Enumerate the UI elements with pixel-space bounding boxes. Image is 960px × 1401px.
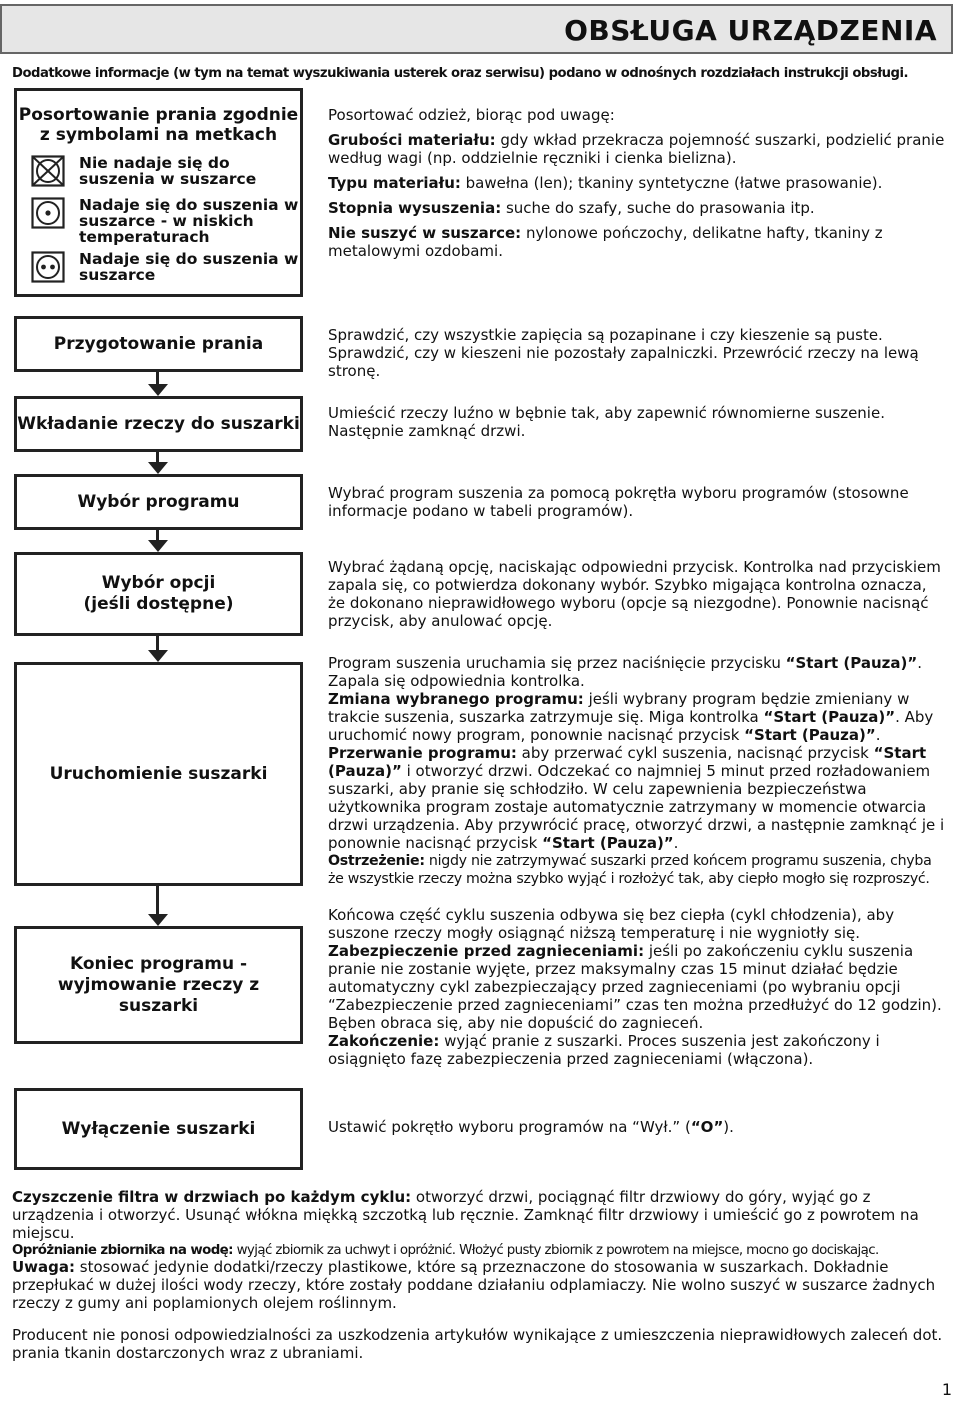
step-text-options: Wybrać żądaną opcję, naciskając odpowiedni przycisk. Kontrolka nad przyciskiem zapala się, co potwierdza dokonany wybór. Szybko migająca kontrolna oznacza, że dokonano nieprawidłowego wyboru (opcje są niezgodne). Ponownie nacisnąć przycisk, aby anulować opcję. <box>328 558 941 630</box>
symbol-label: Nie nadaje się do suszenia w suszarce <box>79 154 257 188</box>
sorting-text <box>328 106 946 267</box>
step-text-start <box>328 654 946 888</box>
step-label: Wkładanie rzeczy do suszarki <box>17 413 300 434</box>
step-box-off <box>14 1088 303 1170</box>
step-text-off: Ustawić pokrętło wyboru programów na “Wył.” (“O”). <box>328 1118 734 1136</box>
page-title: OBSŁUGA URZĄDZENIA <box>564 14 937 47</box>
step-label-line2: (jeśli dostępne) <box>83 594 234 614</box>
tumble-dry-normal-icon <box>31 251 65 283</box>
flow-arrow-head <box>148 540 168 552</box>
step-label: Wybór programu <box>77 491 240 512</box>
symbol-label: Nadaje się do suszenia w suszarce - w niskich temperaturach <box>79 196 299 246</box>
step-box-start <box>14 662 303 886</box>
water-tank-note: Opróżnianie zbiornika na wodę: wyjąć zbiornik za uchwyt i opróżnić. Włożyć pusty zbiornik z powrotem na miejsce, mocno go dociskając. <box>12 1243 879 1258</box>
step-text-loading: Umieścić rzeczy luźno w bębnie tak, aby zapewnić równomierne suszenie. Następnie zamknąć drzwi. <box>328 404 885 440</box>
flow-arrow-head <box>148 914 168 926</box>
flow-arrow-line <box>156 886 159 916</box>
symbol-row-no-dry <box>31 155 299 187</box>
step-text-end <box>328 906 946 1068</box>
page-header <box>0 4 953 54</box>
anti-crease-paragraph: Zabezpieczenie przed zagnieceniami: jeśli po zakończeniu cyklu suszenia pranie nie zostanie wyjęte, przez maksymalny czas 15 minut działać będzie automatyczny cykl zabezpieczający przed zagnieceniami (po wybraniu opcji “Zabezpieczenie przed zagnieceniami” czas ten można przedłużyć do 12 godzin). Bęben obraca się, aby nie dopuścić do zagnieceń. <box>328 942 942 1032</box>
filter-cleaning-note: Czyszczenie filtra w drzwiach po każdym cyklu: otworzyć drzwi, pociągnąć filtr drzwiowy do góry, wyjąć go z urządzenia i otworzyć. Usunąć włókna miękką szczotką lub ręcznie. Zamknąć filtr drzwiowy i umieścić go z powrotem na miejscu. Opróżnianie zbiornika na wodę: wyjąć zbiornik za uchwyt i opróżnić. Włożyć pusty zbiornik z powrotem na miejsce, mocno go dociskając. <box>12 1188 948 1260</box>
change-program-paragraph: Zmiana wybranego programu: jeśli wybrany program będzie zmieniany w trakcie suszenia, suszarka zatrzymuje się. Miga kontrolka “Start (Pauza)”. Aby uruchomić nowy program, ponownie nacisnąć przycisk “Start (Pauza)”. <box>328 690 934 744</box>
step-label-line1: Wybór opcji <box>101 573 216 593</box>
step-box-preparation <box>14 316 303 372</box>
usage-warning-note: Uwaga: stosować jedynie dodatki/rzeczy plastikowe, które są przeznaczone do stosowania w suszarkach. Dokładnie przepłukać w dużej ilości wody rzeczy, które zostały poddane działaniu odplamiaczy. Nie wolno suszyć w suszarce żadnych rzeczy z gumy ani poplamionych olejem roślinnym. <box>12 1258 936 1312</box>
flow-arrow-head <box>148 384 168 396</box>
do-not-tumble-dry-icon <box>31 155 65 187</box>
pause-paragraph: Przerwanie programu: aby przerwać cykl suszenia, nacisnąć przycisk “Start (Pauza)” i otworzyć drzwi. Odczekać co najmniej 5 minut przed rozładowaniem suszarki, aby pranie się schłodziło. W celu zapewnienia bezpieczeństwa użytkownika program zostaje automatycznie zatrzymany w momencie otwarcia drzwi urządzenia. Aby przywrócić pracę, otworzyć drzwi, a następnie zamknąć je i ponownie nacisnąć przycisk “Start (Pauza)”. <box>328 744 945 852</box>
sorting-title: Posortowanie prania zgodnie z symbolami na metkach <box>18 105 299 145</box>
disclaimer-note: Producent nie ponosi odpowiedzialności za uszkodzenia artykułów wynikające z umieszczenia nieprawidłowych zaleceń dot. prania tkanin dostarczonych wraz z ubraniami. <box>12 1326 943 1362</box>
warning-paragraph: Ostrzeżenie: nigdy nie zatrzymywać suszarki przed końcem programu suszenia, chyba że wszystkie rzeczy można szybko wyjąć i rozłożyć tak, aby ciepło mogło się rozproszyć. <box>328 853 932 887</box>
page-number: 1 <box>941 1380 952 1399</box>
sorting-item: Stopnia wysuszenia: suche do szafy, suche do prasowania itp. <box>328 199 815 217</box>
sorting-item: Grubości materiału: gdy wkład przekracza pojemność suszarki, podzielić pranie według wagi (np. oddzielnie ręczniki i cienka bielizna). <box>328 131 945 167</box>
sorting-item: Typu materiału: bawełna (len); tkaniny syntetyczne (łatwe prasowanie). <box>328 174 883 192</box>
step-label-line1: Koniec programu - <box>69 953 248 974</box>
step-label: Wyłączenie suszarki <box>61 1118 256 1139</box>
finish-paragraph: Zakończenie: wyjąć pranie z suszarki. Proces suszenia jest zakończony i osiągnięto fazę zabezpieczenia przed zagnieceniami (włączona). <box>328 1032 880 1068</box>
flow-arrow-head <box>148 650 168 662</box>
step-text-program: Wybrać program suszenia za pomocą pokrętła wyboru programów (stosowne informacje podano w tabeli programów). <box>328 484 909 520</box>
cooling-paragraph: Końcowa część cyklu suszenia odbywa się bez ciepła (cykl chłodzenia), aby suszone rzeczy mogły osiągnąć niższą temperaturę i nie wygniotły się. <box>328 906 895 942</box>
start-paragraph: Program suszenia uruchamia się przez naciśnięcie przycisku “Start (Pauza)”. Zapala się odpowiednia kontrolka. <box>328 654 922 690</box>
step-box-options <box>14 552 303 636</box>
flow-arrow-head <box>148 462 168 474</box>
symbol-row-normal <box>31 251 299 283</box>
symbol-label: Nadaje się do suszenia w suszarce <box>79 250 299 284</box>
step-text-preparation: Sprawdzić, czy wszystkie zapięcia są pozapinane i czy kieszenie są puste. Sprawdzić, czy w kieszeni nie pozostały zapalniczki. Przewrócić rzeczy na lewą stronę. <box>328 326 919 380</box>
sorting-intro: Posortować odzież, biorąc pod uwagę: <box>328 106 615 124</box>
step-label-line2: wyjmowanie rzeczy z suszarki <box>57 974 260 1016</box>
symbol-row-low-temp <box>31 197 299 245</box>
step-box-end <box>14 926 303 1044</box>
sorting-box <box>14 88 303 297</box>
step-box-loading <box>14 396 303 452</box>
step-box-program <box>14 474 303 530</box>
step-label: Przygotowanie prania <box>53 333 264 354</box>
page-subtitle: Dodatkowe informacje (w tym na temat wyszukiwania usterek oraz serwisu) podano w odnośnych rozdziałach instrukcji obsługi. <box>12 66 908 81</box>
sorting-item: Nie suszyć w suszarce: nylonowe pończochy, delikatne hafty, tkaniny z metalowymi ozdobami. <box>328 224 883 260</box>
tumble-dry-low-icon <box>31 197 65 229</box>
step-label: Uruchomienie suszarki <box>49 763 268 784</box>
